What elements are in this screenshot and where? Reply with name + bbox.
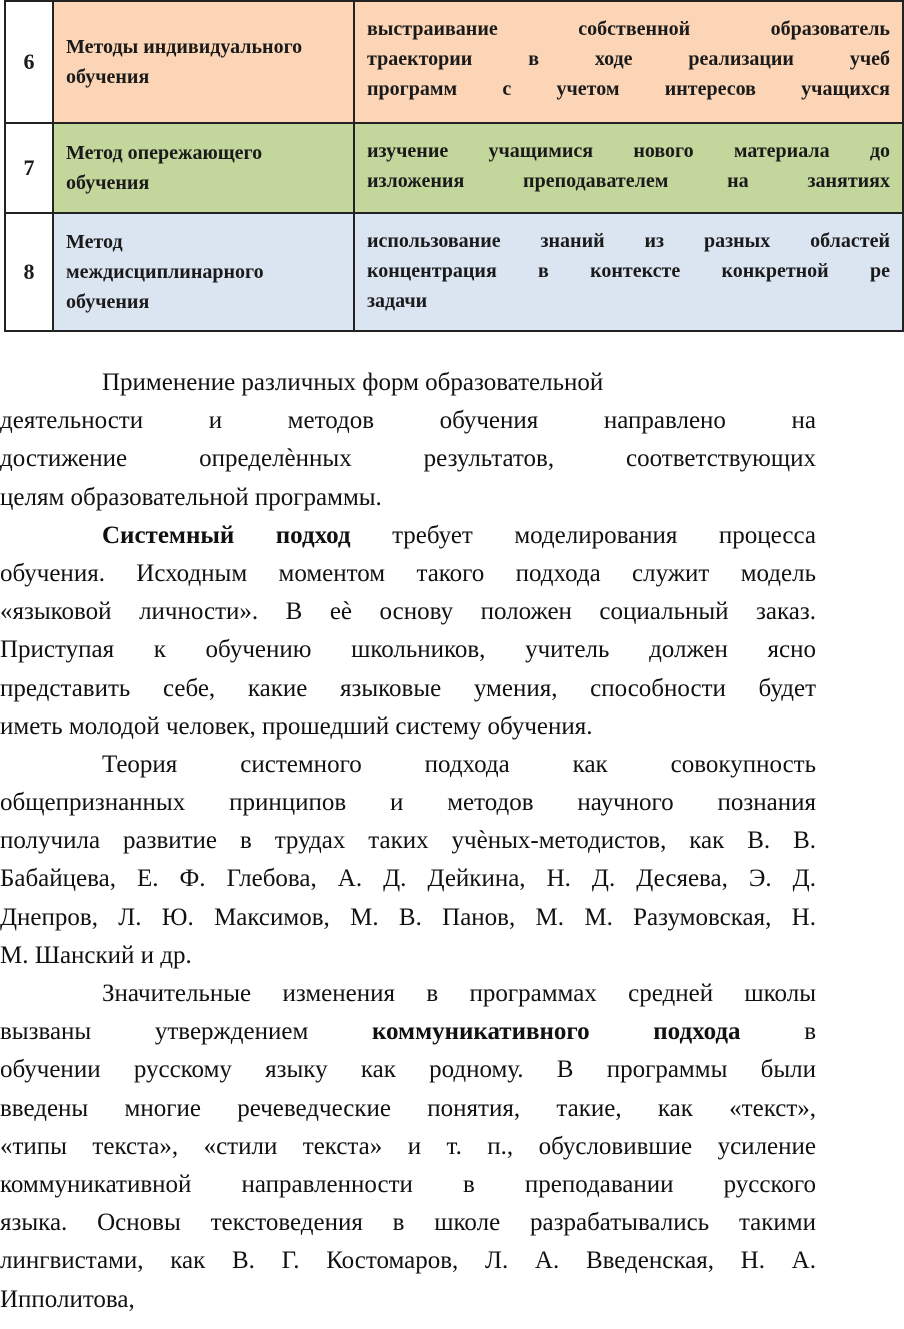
text-line: получила развитие в трудах таких учѐных-методистов, как В. В. [0,827,816,855]
table-row [5,123,903,213]
text-line: Приступая к обучению школьников, учитель должен ясно [0,636,816,664]
text-line: Ипполитова, [0,1285,135,1313]
description-line: выстраивание собственной образователь [367,18,890,40]
method-line: обучения [66,291,150,313]
paragraph-communicative [0,975,816,1319]
text-line: Теория системного подхода как совокупность [102,750,816,778]
text-line: деятельности и методов обучения направлено на [0,407,816,435]
description-line: программ с учетом интересов учащихся [367,78,890,100]
method-description [354,1,903,123]
text-line: вызваны утверждением коммуникативного подхода в [0,1018,817,1046]
table-row [5,213,903,331]
description-line: задачи [367,290,428,312]
method-description [354,213,903,331]
method-line: обучения [66,66,150,88]
methods-table [4,0,904,332]
description-line: использование знаний из разных областей [367,230,890,252]
term-communicative-approach: коммуникативного подхода [371,1018,741,1046]
paragraph-theory [0,746,816,975]
text-line: языка. Основы текстоведения в школе разрабатывались такими [0,1209,816,1237]
method-line: Метод [66,231,123,253]
paragraph-system-approach [0,517,816,746]
text-line: целям образовательной программы. [0,483,382,511]
text-line: представить себе, какие языковые умения, способности будет [0,674,816,702]
text-line: Бабайцева, Е. Ф. Глебова, А. Д. Дейкина, Н. Д. Десяева, Э. Д. [0,865,816,893]
text-line: лингвистами, как В. Г. Костомаров, Л. А. Введенская, Н. А. [0,1247,816,1275]
method-name [53,1,354,123]
row-number: 6 [5,1,53,123]
methods-table-wrap [0,0,890,330]
method-description [354,123,903,213]
row-number: 7 [5,123,53,213]
description-line: изложения преподавателем на занятиях [367,170,890,192]
text-line: общепризнанных принципов и методов научного познания [0,789,816,817]
method-line: Методы индивидуального [66,36,303,58]
paragraph-forms [0,364,816,517]
body-text [0,364,816,1319]
text-line: М. Шанский и др. [0,941,192,969]
term-system-approach: Системный подход [102,521,351,549]
text-line: Применение различных форм образовательной [102,369,604,396]
description-line: траектории в ходе реализации учеб [367,48,890,70]
text-line: Днепров, Л. Ю. Максимов, М. В. Панов, М. М. Разумовская, Н. [0,903,816,931]
text-line: Системный подход требует моделирования процесса [102,521,816,549]
text-line: «языковой личности». В еѐ основу положен социальный заказ. [0,598,816,626]
text-line: «типы текста», «стили текста» и т. п., обусловившие усиление [0,1132,816,1160]
table-row [5,1,903,123]
text-line: введены многие речеведческие понятия, такие, как «текст», [0,1094,816,1122]
text-line: достижение определѐнных результатов, соответствующих [0,445,816,473]
row-number: 8 [5,213,53,331]
text-line: Значительные изменения в программах средней школы [102,980,816,1007]
text-line: иметь молодой человек, прошедший систему обучения. [0,712,593,740]
method-line: обучения [66,172,150,194]
method-name [53,123,354,213]
text-line: коммуникативной направленности в преподавании русского [0,1170,816,1198]
text-line: обучении русскому языку как родному. В программы были [0,1056,816,1084]
method-line: междисциплинарного [66,261,264,283]
method-line: Метод опережающего [66,142,263,164]
method-name [53,213,354,331]
description-line: концентрация в контексте конкретной ре [367,260,890,282]
text-line: обучения. Исходным моментом такого подхода служит модель [0,559,816,587]
description-line: изучение учащимися нового материала до [367,140,890,162]
